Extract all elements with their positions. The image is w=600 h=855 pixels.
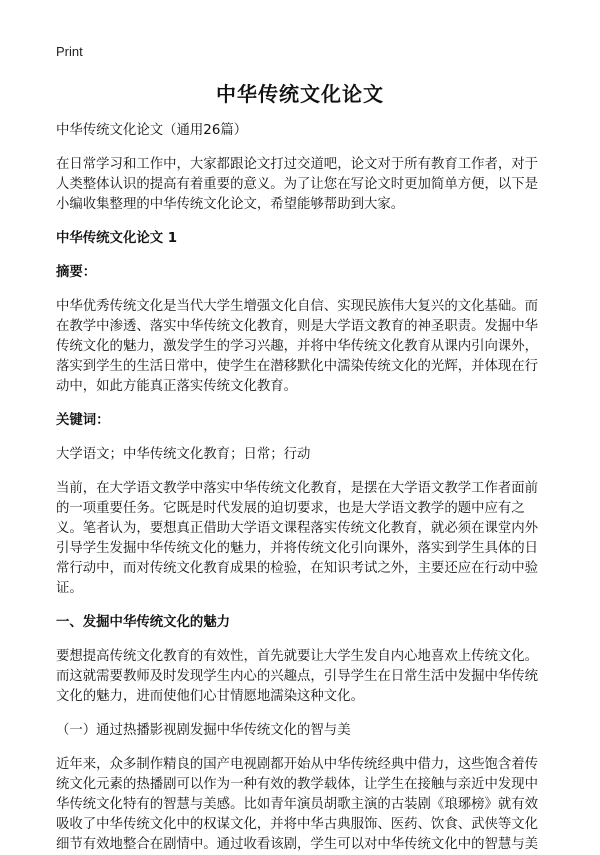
page-title: 中华传统文化论文 [216, 82, 384, 106]
keywords-text: 大学语文；中华传统文化教育；日常；行动 [56, 447, 311, 462]
body-paragraph: 当前，在大学语文教学中落实中华传统文化教育，是摆在大学语文教学工作者面前的一项重要任务。它既是时代发展的迫切要求，也是大学语文教学的题中应有之义。笔者认为，要想真正借助大学语文课程落实传统文化教育，就必须在课堂内外引导学生发掘中华传统文化的魅力，并将传统文化引向课外，落实到学生具体的日常行动中，而对传统文化教育成果的检验，在知识考试之外，主要还应在行动中验证。 [56, 481, 539, 596]
section-heading: 一、发掘中华传统文化的魅力 [56, 615, 231, 630]
document-body [56, 121, 546, 855]
print-link[interactable]: Print [56, 44, 83, 59]
intro-paragraph: 在日常学习和工作中，大家都跟论文打过交道吧，论文对于所有教育工作者，对于人类整体认识的提高有着重要的意义。为了让您在写论文时更加简单方便，以下是小编收集整理的中华传统文化论文，希望能够帮助到大家。 [56, 157, 539, 212]
subsection-paragraph: 近年来，众多制作精良的国产电视剧都开始从中华传统经典中借力，这些饱含着传统文化元素的热播剧可以作为一种有效的教学载体，让学生在接触与亲近中发现中华传统文化特有的智慧与美感。比如青年演员胡歌主演的古装剧《琅琊榜》就有效吸收了中华传统文化中的权谋文化，并将中华古典服饰、医药、饮食、武侠等文化细节有效地整合在剧情中。通过收看该剧，学生可以对中华传统文化中的智慧与美 [56, 757, 539, 852]
keywords-label: 关键词： [56, 413, 110, 428]
abstract-paragraph: 中华优秀传统文化是当代大学生增强文化自信、实现民族伟大复兴的文化基础。而在教学中渗透、落实中华传统文化教育，则是大学语文教育的神圣职责。发掘中华传统文化的魅力，激发学生的学习兴趣，并将中华传统文化教育从课内引向课外，落实到学生的生活日常中，使学生在潜移默化中濡染传统文化的光辉，并体现在行动中，如此方能真正落实传统文化教育。 [56, 299, 539, 394]
essay-heading: 中华传统文化论文 1 [56, 231, 178, 246]
abstract-label: 摘要： [56, 265, 97, 280]
section-paragraph: 要想提高传统文化教育的有效性，首先就要让大学生发自内心地喜欢上传统文化。而这就需要教师及时发现学生内心的兴趣点，引导学生在日常生活中发掘中华传统文化的魅力，进而使他们心甘情愿地濡染这种文化。 [56, 649, 539, 704]
document-subtitle: 中华传统文化论文（通用26篇） [56, 123, 248, 138]
subsection-heading: （一）通过热播影视剧发掘中华传统文化的智与美 [56, 723, 351, 738]
